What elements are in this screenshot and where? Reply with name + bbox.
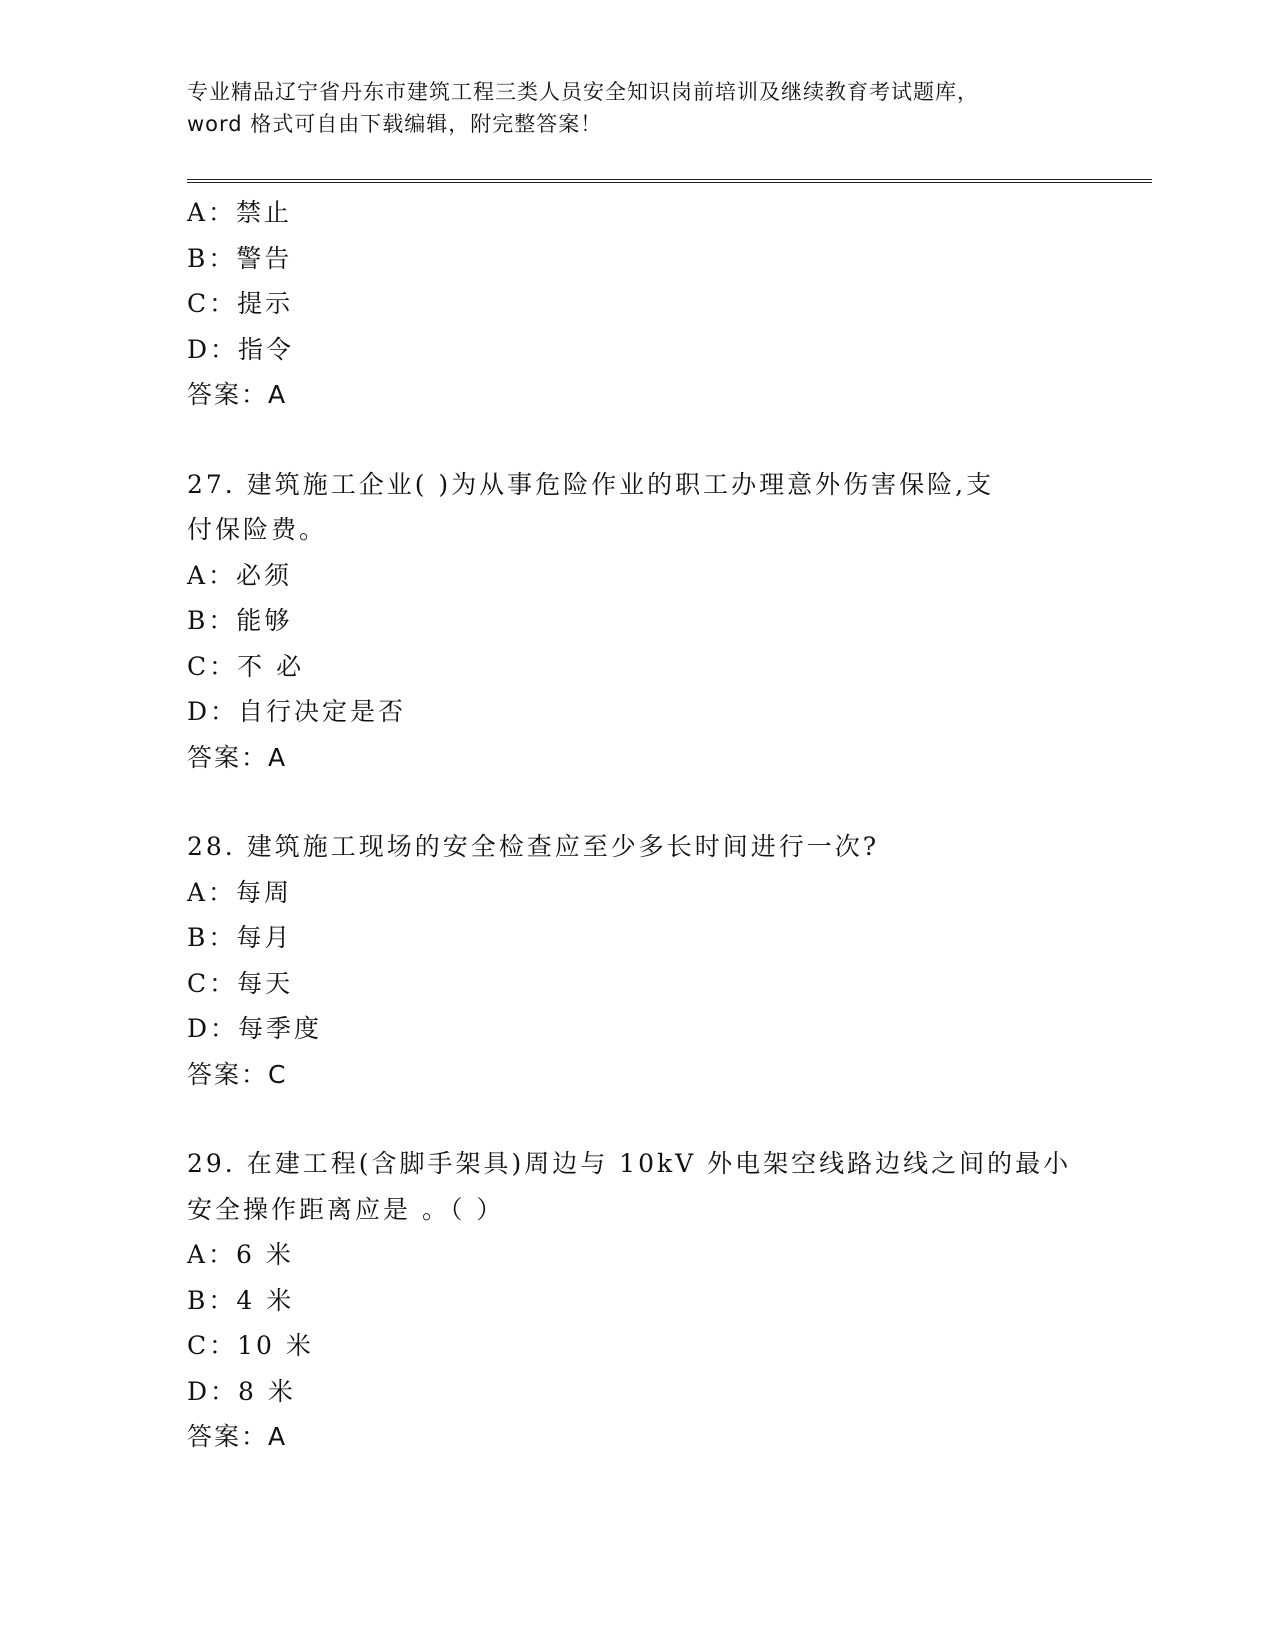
option-c: C：每天 — [187, 968, 294, 998]
question-28-block — [187, 824, 1087, 1097]
option-b: B：4 米 — [187, 1285, 295, 1315]
question-list — [187, 190, 1087, 1460]
option-c: C：10 米 — [187, 1331, 314, 1360]
spacer — [187, 780, 1087, 824]
option-d: D：自行决定是否 — [187, 697, 407, 726]
option-d: D：指令 — [187, 334, 295, 364]
header-title-line-2: word 格式可自由下载编辑，附完整答案！ — [187, 112, 603, 136]
document-header — [187, 76, 1087, 140]
answer-line: 答案：A — [187, 1422, 288, 1451]
option-a: A：6 米 — [187, 1240, 294, 1269]
option-c: C：不 必 — [187, 651, 305, 681]
spacer — [187, 1097, 1087, 1141]
option-b: B：警告 — [187, 243, 293, 273]
question-stem-line-1: 27. 建筑施工企业( )为从事危险作业的职工办理意外伤害保险,支 — [187, 469, 995, 499]
answer-line: 答案：C — [187, 1059, 288, 1089]
option-d: D：8 米 — [187, 1376, 296, 1406]
question-29-block — [187, 1141, 1087, 1460]
option-b: B：能够 — [187, 606, 293, 635]
header-divider — [187, 179, 1152, 183]
spacer — [187, 418, 1087, 462]
question-26-block — [187, 190, 1087, 418]
question-stem-line-1: 29. 在建工程(含脚手架具)周边与 10kV 外电架空线路边线之间的最小 — [187, 1149, 1072, 1178]
option-a: A：禁止 — [187, 198, 293, 227]
answer-line: 答案：A — [187, 742, 288, 772]
header-title-line-1: 专业精品辽宁省丹东市建筑工程三类人员安全知识岗前培训及继续教育考试题库， — [187, 80, 979, 104]
option-d: D：每季度 — [187, 1014, 323, 1043]
option-b: B：每月 — [187, 923, 293, 952]
question-stem-line-2: 安全操作距离应是 。（ ） — [187, 1194, 505, 1224]
option-c: C：提示 — [187, 289, 294, 318]
question-27-block — [187, 462, 1087, 781]
question-stem-line-1: 28. 建筑施工现场的安全检查应至少多长时间进行一次? — [187, 832, 880, 861]
answer-line: 答案：A — [187, 380, 288, 409]
option-a: A：必须 — [187, 560, 293, 590]
option-a: A：每周 — [187, 877, 293, 907]
question-stem-line-2: 付保险费。 — [187, 515, 328, 544]
